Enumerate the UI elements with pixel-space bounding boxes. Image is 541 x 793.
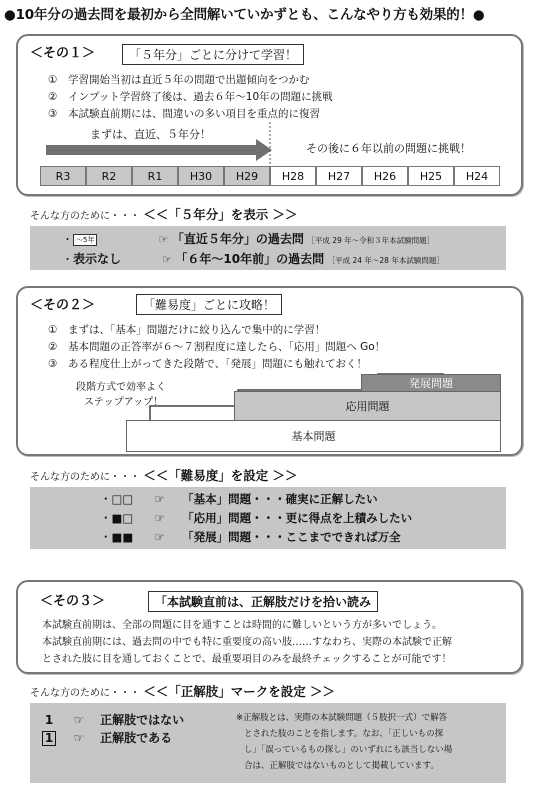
year-timeline [40, 166, 500, 186]
stair-note-2: ステップアップ！ [84, 397, 164, 408]
section-2-panel [16, 286, 523, 456]
pointing-hand-icon: ☞ [154, 530, 165, 544]
option-2-box [30, 487, 506, 549]
pointing-hand-icon: ☞ [154, 492, 165, 506]
option-2-row-2: ・■□ ☞ 「応用」問題・・・更に得点を上積みしたい [100, 511, 413, 525]
option-3-row-2: 1 ☞ 正解肢である [42, 729, 172, 746]
section-3-label: ＜その３＞ [40, 594, 106, 609]
option-1-row-2: ・表示なし ☞ 「６年～10年前」の過去問 ［平成 24 年～28 年本試験問題］ [62, 252, 444, 266]
option-3-setting: ＜＜「正解肢」マークを設定 ＞＞ [143, 684, 336, 699]
option-1-setting: ＜＜「５年分」を表示 ＞＞ [143, 207, 298, 222]
year-cell: H26 [362, 166, 408, 186]
section-2-item-3: ③ ある程度仕上がってきた段階で、「発展」問題にも触れておく！ [48, 358, 368, 370]
section-2-label: ＜その２＞ [30, 298, 96, 313]
recent-arrow-label: まずは、直近、５年分！ [90, 128, 211, 141]
section-1-item-1: ① 学習開始当初は直近５年の問題で出題傾向をつかむ [48, 74, 310, 86]
level-advanced: 発展問題 [361, 374, 501, 392]
correct-mark: 1 [42, 731, 56, 746]
option-1-box [30, 226, 506, 270]
section-3-body-2: 本試験直前期には、過去問の中でも特に重要度の高い肢……すなわち、実際の本試験で正解 [42, 637, 452, 648]
year-cell: H24 [454, 166, 500, 186]
section-1-label: ＜その１＞ [30, 46, 96, 61]
option-3-row-1: 1 ☞ 正解肢ではない [42, 711, 184, 728]
section-1-panel [16, 34, 523, 196]
year-cell: H28 [270, 166, 316, 186]
level-basic: 基本問題 [126, 420, 501, 452]
not-correct-mark: 1 [44, 713, 54, 727]
year-cell: H30 [178, 166, 224, 186]
level-applied: 応用問題 [234, 391, 501, 421]
year-cell: H25 [408, 166, 454, 186]
pointing-hand-icon: ☞ [73, 713, 85, 727]
section-3-body-3: とされた肢に目を通しておくことで、最重要項目のみを最終チェックすることが可能です！ [42, 654, 452, 665]
five-year-tag: ～5年 [73, 234, 97, 246]
year-cell: R2 [86, 166, 132, 186]
section-1-item-3: ③ 本試験直前期には、間違いの多い項目を重点的に復習 [48, 108, 320, 120]
option-3-note-4: 合は、正解肢ではないものとして掲載しています。 [244, 761, 439, 771]
section-1-heading: 「５年分」ごとに分けて学習！ [122, 44, 304, 65]
pointing-hand-icon: ☞ [158, 233, 169, 246]
option-1-lead: そんな方のために・・・ ＜＜「５年分」を表示 ＞＞ [30, 207, 298, 222]
pointing-hand-icon: ☞ [154, 511, 165, 525]
timeline-divider [268, 122, 272, 166]
option-1-row-1: ・ ～5年 ☞ 「直近５年分」の過去問 ［平成 29 年～令和３年本試験問題］ [62, 232, 435, 246]
page-title: ●10年分の過去問を最初から全問解いていかずとも、こんなやり方も効果的！● [4, 7, 485, 23]
option-3-note-3: し」「誤っているもの探し」のいずれにも該当しない場 [244, 745, 453, 755]
year-cell: R3 [40, 166, 86, 186]
option-3-note-2: とされた肢のことを指します。なお、「正しいもの探 [244, 729, 444, 739]
option-2-setting: ＜＜「難易度」を設定 ＞＞ [143, 468, 298, 483]
pointing-hand-icon: ☞ [73, 731, 85, 745]
section-2-item-1: ① まずは、「基本」問題だけに絞り込んで集中的に学習！ [48, 324, 326, 336]
option-3-lead: そんな方のために・・・ ＜＜「正解肢」マークを設定 ＞＞ [30, 684, 336, 699]
later-label: その後に６年以前の問題に挑戦！ [306, 142, 471, 155]
section-2-heading: 「難易度」ごとに攻略！ [136, 294, 282, 315]
year-cell: R1 [132, 166, 178, 186]
year-cell: H27 [316, 166, 362, 186]
year-cell: H29 [224, 166, 270, 186]
section-1-item-2: ② インプット学習終了後は、過去６年～10年の問題に挑戦 [48, 91, 333, 103]
option-3-note-1: ※正解肢とは、実際の本試験問題（５肢択一式）で解答 [236, 713, 448, 723]
section-3-body-1: 本試験直前期は、全部の問題に目を通すことは時間的に難しいという方が多いでしょう。 [42, 620, 442, 631]
option-2-lead: そんな方のために・・・ ＜＜「難易度」を設定 ＞＞ [30, 468, 298, 483]
option-2-row-3: ・■■ ☞ 「発展」問題・・・ここまでできれば万全 [100, 530, 401, 544]
section-3-heading: 「本試験直前は、正解肢だけを拾い読み [148, 591, 378, 612]
section-3-panel [16, 580, 523, 674]
option-3-box [30, 703, 506, 783]
option-2-row-1: ・□□ ☞ 「基本」問題・・・確実に正解したい [100, 492, 378, 506]
section-2-item-2: ② 基本問題の正答率が６～７割程度に達したら、「応用」問題へ Go！ [48, 341, 386, 353]
stair-note-1: 段階方式で効率よく [76, 382, 166, 393]
pointing-hand-icon: ☞ [162, 253, 172, 266]
